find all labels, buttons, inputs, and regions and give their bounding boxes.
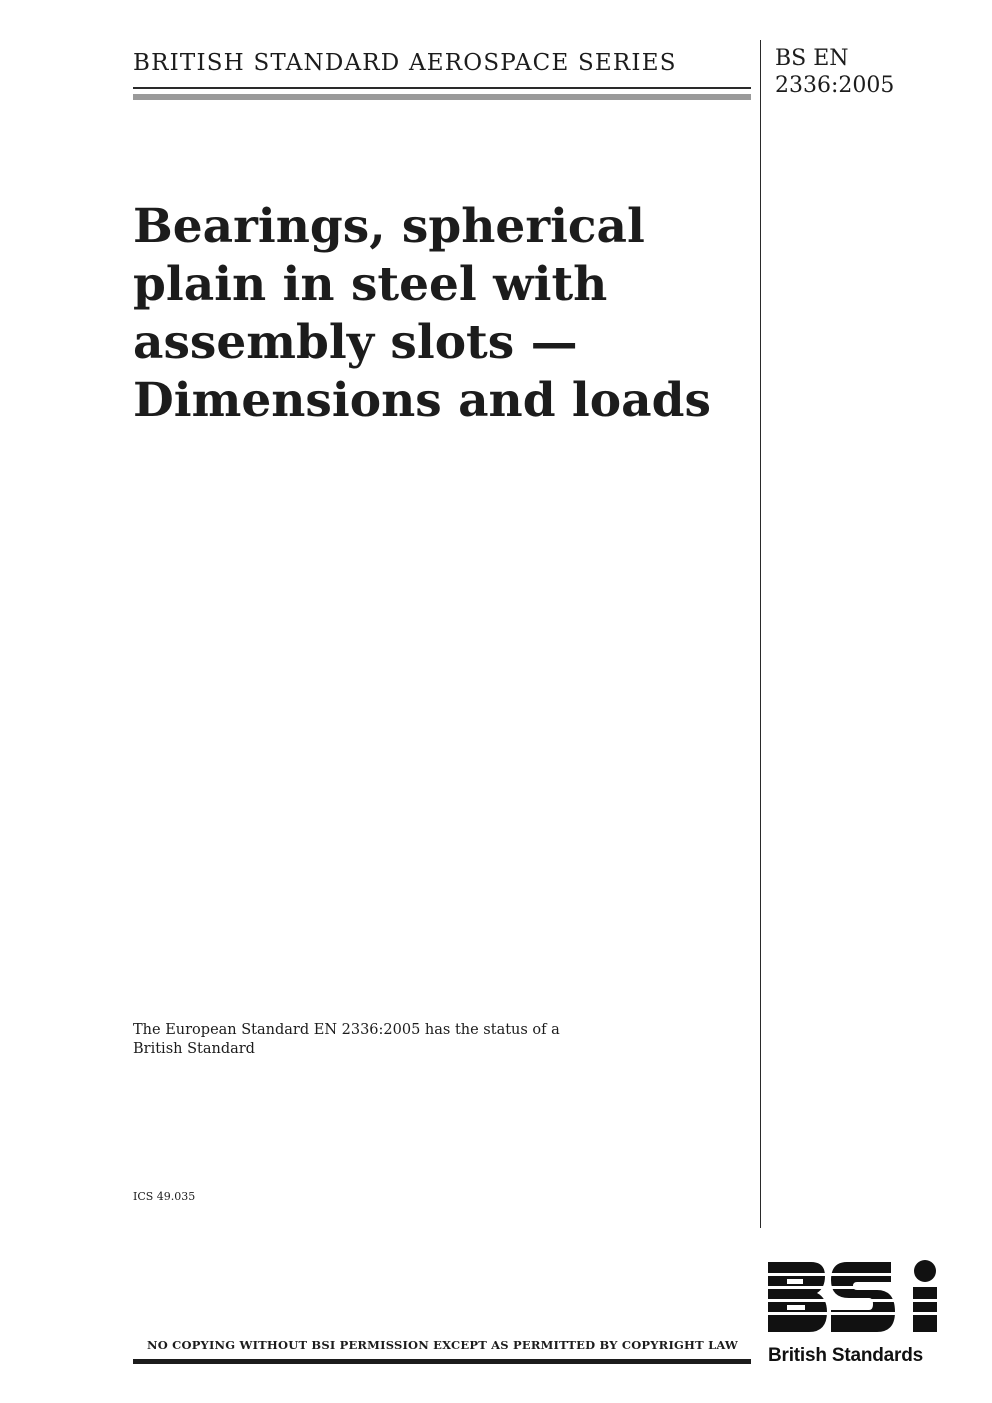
header-rule-thin <box>133 87 751 89</box>
document-title <box>133 198 743 430</box>
status-note-line2: British Standard <box>133 1041 255 1057</box>
document-number-line1: BS EN <box>775 46 849 71</box>
bsi-logo-caption: British Standards <box>768 1345 923 1366</box>
title-line4: Dimensions and loads <box>133 373 711 428</box>
title-line1: Bearings, spherical <box>133 199 645 254</box>
footer-rule <box>133 1359 751 1364</box>
copyright-notice: NO COPYING WITHOUT BSI PERMISSION EXCEPT AS PERMITTED BY COPYRIGHT LAW <box>147 1338 739 1352</box>
vertical-divider <box>760 40 761 1228</box>
title-line3: assembly slots — <box>133 315 578 370</box>
series-header: BRITISH STANDARD AEROSPACE SERIES <box>133 50 677 76</box>
document-number <box>775 45 894 99</box>
status-note <box>133 1021 560 1059</box>
header-rule-thick <box>133 94 751 100</box>
status-note-line1: The European Standard EN 2336:2005 has the status of a <box>133 1022 560 1038</box>
document-number-line2: 2336:2005 <box>775 73 895 98</box>
ics-code: ICS 49.035 <box>133 1190 196 1203</box>
title-line2: plain in steel with <box>133 257 608 312</box>
bsi-logo-mark <box>765 1260 945 1340</box>
